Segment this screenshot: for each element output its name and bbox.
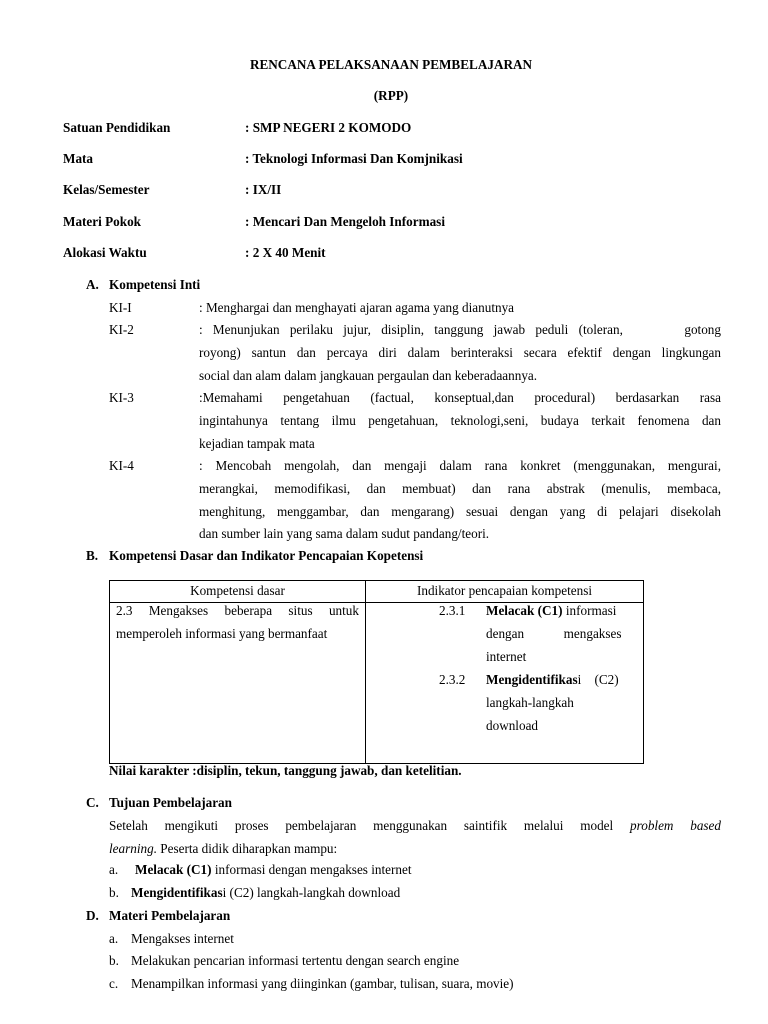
indicator-cell <box>366 603 644 764</box>
ki-text-line: : Menunjukan perilaku jujur, disiplin, tanggung jawab peduli (toleran, gotong <box>199 322 721 337</box>
kd-cell <box>110 603 366 764</box>
section-title: Materi Pembelajaran <box>109 908 231 923</box>
tujuan-italic: problem based <box>629 818 721 833</box>
indicator-line: dengan mengakses <box>486 626 622 641</box>
indicator-line: langkah-langkah <box>486 695 574 710</box>
ki-text-line: : Menghargai dan menghayati ajaran agama yang dianutnya <box>199 300 515 315</box>
list-bold: Melacak (C1) <box>135 862 212 877</box>
section-title: Kompetensi Dasar dan Indikator Pencapaian Kopetensi <box>109 548 424 563</box>
identity-value: : SMP NEGERI 2 KOMODO <box>245 120 412 135</box>
indicator-number: 2.3.2 <box>439 672 466 687</box>
document-subtitle: (RPP) <box>373 88 409 103</box>
identity-label: Satuan Pendidikan <box>63 120 171 135</box>
ki-text-line: : Mencobah mengolah, dan mengaji dalam rana konkret (menggunakan, mengurai, <box>199 458 721 473</box>
indicator-bold: Mengidentifikas <box>486 672 578 687</box>
ki-text-line: social dan alam dalam jangkauan pergaulan dan keberadaannya. <box>199 367 538 383</box>
nilai-karakter: Nilai karakter :disiplin, tekun, tanggung jawab, dan ketelitian. <box>109 763 462 778</box>
table-header-kd: Kompetensi dasar <box>110 581 366 603</box>
list-letter: b. <box>109 953 119 968</box>
list-item <box>131 885 400 901</box>
identity-label: Kelas/Semester <box>63 182 150 197</box>
document-title: RENCANA PELAKSANAAN PEMBELAJARAN <box>249 57 533 72</box>
section-letter: A. <box>86 277 99 292</box>
list-letter: b. <box>109 885 119 900</box>
indicator-first-line <box>486 672 619 688</box>
ki-text-line: merangkai, memodifikasi, dan membuat) dan rana abstrak (menulis, membaca, <box>199 480 721 496</box>
indicator-number: 2.3.1 <box>439 603 466 618</box>
ki-label: KI-3 <box>109 390 134 405</box>
indicator-rest: i (C2) <box>577 672 619 687</box>
list-rest: informasi dengan mengakses internet <box>211 862 412 877</box>
tujuan-italic: learning. <box>109 841 157 856</box>
identity-label: Mata <box>63 151 94 166</box>
tujuan-paragraph-line1 <box>109 818 721 834</box>
identity-value: : Mencari Dan Mengeloh Informasi <box>245 214 445 229</box>
list-letter: a. <box>109 931 119 946</box>
list-item: Menampilkan informasi yang diinginkan (gambar, tulisan, suara, movie) <box>131 976 514 991</box>
competency-table <box>109 580 644 764</box>
ki-text-line: royong) santun dan percaya diri dalam berinteraksi secara efektif dengan lingkungan <box>199 344 721 360</box>
section-letter: C. <box>86 795 99 810</box>
identity-label: Materi Pokok <box>63 214 142 229</box>
ki-text-line: kejadian tampak mata <box>199 435 315 451</box>
tujuan-text: Peserta didik diharapkan mampu: <box>157 841 338 856</box>
indicator-rest: informasi <box>562 603 617 618</box>
identity-value: : IX/II <box>245 182 282 197</box>
section-letter: B. <box>86 548 99 563</box>
list-letter: c. <box>109 976 119 991</box>
ki-text-line: dan sumber lain yang sama dalam sudut pandang/teori. <box>199 526 490 542</box>
list-letter: a. <box>109 862 119 877</box>
section-letter: D. <box>86 908 99 923</box>
tujuan-text: Setelah mengikuti proses pembelajaran menggunakan saintifik melalui model <box>109 818 630 833</box>
indicator-line: internet <box>486 649 527 664</box>
indicator-line: download <box>486 718 539 733</box>
list-bold: Mengidentifikas <box>131 885 223 900</box>
ki-label: KI-2 <box>109 322 134 337</box>
section-title: Tujuan Pembelajaran <box>109 795 232 810</box>
kd-line: memperoleh informasi yang bermanfaat <box>116 626 328 641</box>
ki-text-line: :Memahami pengetahuan (factual, konseptual,dan procedural) berdasarkan rasa <box>199 390 721 405</box>
list-item <box>135 862 412 878</box>
identity-label: Alokasi Waktu <box>63 245 147 260</box>
indicator-first-line <box>486 603 616 619</box>
ki-text-line: ingintahunya tentang ilmu pengetahuan, teknologi,seni, budaya terkait fenomena dan <box>199 412 721 428</box>
section-title: Kompetensi Inti <box>109 277 201 292</box>
table-header-indicator: Indikator pencapaian kompetensi <box>366 581 644 603</box>
identity-value: : 2 X 40 Menit <box>245 245 326 260</box>
ki-text-line: menghitung, menggambar, dan mengarang) sesuai dengan yang di pelajari disekolah <box>199 503 721 519</box>
identity-value: : Teknologi Informasi Dan Komjnikasi <box>245 151 463 166</box>
ki-label: KI-I <box>109 300 132 315</box>
kd-line: 2.3 Mengakses beberapa situs untuk <box>116 603 359 618</box>
tujuan-paragraph-line2 <box>109 841 337 857</box>
list-rest: i (C2) langkah-langkah download <box>222 885 401 900</box>
ki-label: KI-4 <box>109 458 134 473</box>
list-item: Melakukan pencarian informasi tertentu dengan search engine <box>131 953 460 968</box>
list-item: Mengakses internet <box>131 931 234 946</box>
indicator-bold: Melacak (C1) <box>486 603 563 618</box>
